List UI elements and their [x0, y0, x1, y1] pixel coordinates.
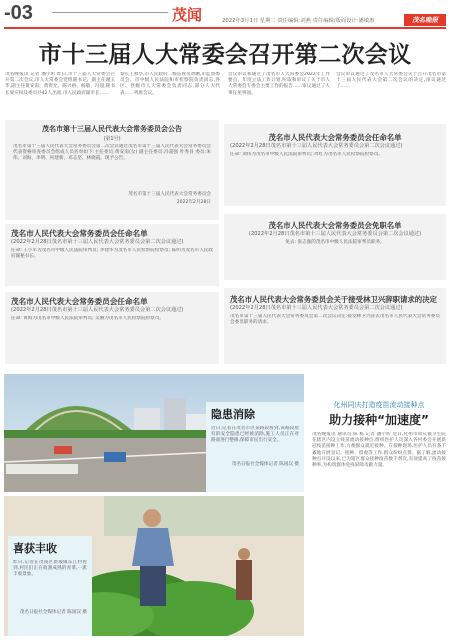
harvest-heading: 喜获丰收	[13, 542, 57, 555]
removal-subtitle: (2022年2月28日茂名市第十三届人民代表大会常务委员会第二次会议通过)	[248, 231, 422, 237]
page-header	[0, 0, 450, 28]
hazard-body: 近日,记者在茂名市区某路段看到,该路段原有的安全隐患已经被消除,施工人员正在对路面进行整修,保障市民出行安全。	[211, 426, 299, 444]
section-name: 茂闻	[172, 6, 203, 24]
story-headline: 助力接种“加速度”	[329, 413, 429, 427]
hazard-heading: 隐患消除	[211, 408, 255, 421]
header-meta: 2022年3月1日 星期二 责任编辑:刘燕 责任编辑/版面设计:潘敏惠	[222, 18, 375, 24]
appointment-box-1	[5, 224, 219, 286]
header-divider	[4, 27, 446, 29]
lead-column-3: 会议审议和通过了茂名市人大常委会2022年工作要点、年度立法工作计划,听取和审议了关于市人大常委会专委会主要工作的报告……审议通过了人事任免事项。	[228, 72, 330, 96]
appointment-body-1: 任命: 王小军为茂名市中级人民法院审判员; 李建华为茂名市人民检察院检察员; 陈明为茂名市人民政府副秘书长。	[11, 248, 213, 260]
appointment-subtitle-1: (2022年2月28日茂名市第十三届人民代表大会常务委员会第二次会议通过)	[11, 239, 184, 245]
appointment-body-2: 任命: 黄海为茂名市中级人民法院审判员; 吴丽为茂名市人民检察院检察员。	[11, 316, 165, 321]
appointment-box-right	[224, 124, 446, 206]
announcement-date: 2022年2月28日	[176, 200, 211, 206]
lead-column-2: 黎长王燕华,市人民政府二级巡视员黄鹏,市监察委员会、市中级人民法院和市检察院负责同志,各区、县级市人大常委会负责同志,部分人大代表……列席会议。	[120, 72, 220, 96]
removal-title: 茂名市人民代表大会常务委员会免职名单	[268, 221, 402, 230]
appointment-box-2	[5, 292, 219, 364]
removal-box	[224, 214, 446, 280]
announcement-title: 茂名市第十三届人民代表大会常务委员会公告	[42, 125, 182, 133]
right-column-story	[312, 400, 446, 640]
story-kicker: 化州同庆打造疫苗流动接种点	[333, 401, 425, 409]
announcement-body: 茂名市第十三届人民代表大会常务委员会第二次会议通过茂名市第十三届人民代表大会常务委员会代表资格审查委员会组成人员名单如下:主任委员:黄安南(女) 副主任委员:冯超强 叶秀良 委员:朱伟、刘海、李明、何建新、邓志坚、林晓霞。现予公告。	[13, 144, 211, 162]
header-rule	[52, 12, 168, 13]
appointment-title-1: 茂名市人民代表大会常务委员会任命名单	[11, 229, 148, 238]
appointment-title-right: 茂名市人民代表大会常务委员会任命名单	[268, 133, 402, 142]
hazard-credit: 茂名日报社全媒体记者 陈国汉 摄	[231, 462, 299, 467]
newspaper-logo: 茂名晚报	[404, 14, 446, 26]
harvest-credit: 茂名日报社全媒体记者 陈国汉 摄	[19, 610, 87, 615]
appointment-body-right: 任命: 刘伟为茂名市中级人民法院审判员; 周红为茂名市人民检察院检察员。	[230, 152, 384, 157]
hazard-story	[206, 402, 304, 492]
story-body: 茂名晚报讯 通讯员 陈 栋 记者 潘宇昕 近日,化州市同庆镇卫生院在辖区内设立疫苗流动接种点,组织医护人员深入各村委会开展新冠疫苗接种工作,方便群众就近接种。在接种现场,医护人员有条不紊地开展登记、接种、留观等工作,群众纷纷点赞。据了解,流动接种点开设以来,已为辖区群众接种疫苗数千剂次,有效提高了疫苗接种率,为构筑群体免疫屏障贡献力量。	[312, 432, 446, 469]
harvest-story	[8, 536, 92, 636]
removal-body: 免去: 张志强的茂名市中级人民法院审判员职务。	[285, 240, 385, 245]
appointment-subtitle-2: (2022年2月28日茂名市第十三届人民代表大会常务委员会第二次会议通过)	[11, 307, 184, 313]
announcement-box	[5, 120, 219, 220]
appointment-subtitle-right: (2022年2月28日茂名市第十三届人民代表大会常务委员会第二次会议通过)	[230, 143, 403, 149]
announcement-footer: 茂名市第十三届人民代表大会常务委员会	[128, 192, 211, 197]
lead-column-4: 会议审议通过了茂名市人大常委会关于召开茂名市第十三届人民代表大会第二次会议的决定,审议通过了……	[336, 72, 446, 90]
appointment-title-2: 茂名市人民代表大会常务委员会任命名单	[11, 297, 148, 306]
resignation-body: 茂名市第十三届人民代表大会常务委员会第二次会议决定:接受林卫兴辞去茂名市人民代表大会常务委员会委员职务的请求。	[230, 314, 440, 326]
resignation-subtitle: (2022年2月28日茂名市第十三届人民代表大会常务委员会第二次会议通过)	[230, 305, 403, 311]
resignation-box	[224, 288, 446, 364]
page-number: -03	[4, 2, 33, 24]
harvest-body: 昨日,记者在茂南区新坡镇东江村看到,村民们正在收割成熟的青菜,一派丰收景象。	[13, 560, 87, 578]
announcement-subtitle: (第1号)	[103, 136, 121, 142]
resignation-title: 茂名市人民代表大会常务委员会关于接受林卫兴辞职请求的决定	[230, 295, 437, 304]
lead-column-1: 茂名晚报讯 记者 潘宇昕 昨日,市十三届人大常委会召开第二次会议,市人大常委会党组副书记、副主任谢玉华,副主任黄安南、黄资允、陈兴裕、杨敏、冯超,秘书长梁应权及委员共42人出席,市人民政府副市长……	[5, 72, 115, 96]
headline: 市十三届人大常委会召开第二次会议	[38, 42, 412, 68]
